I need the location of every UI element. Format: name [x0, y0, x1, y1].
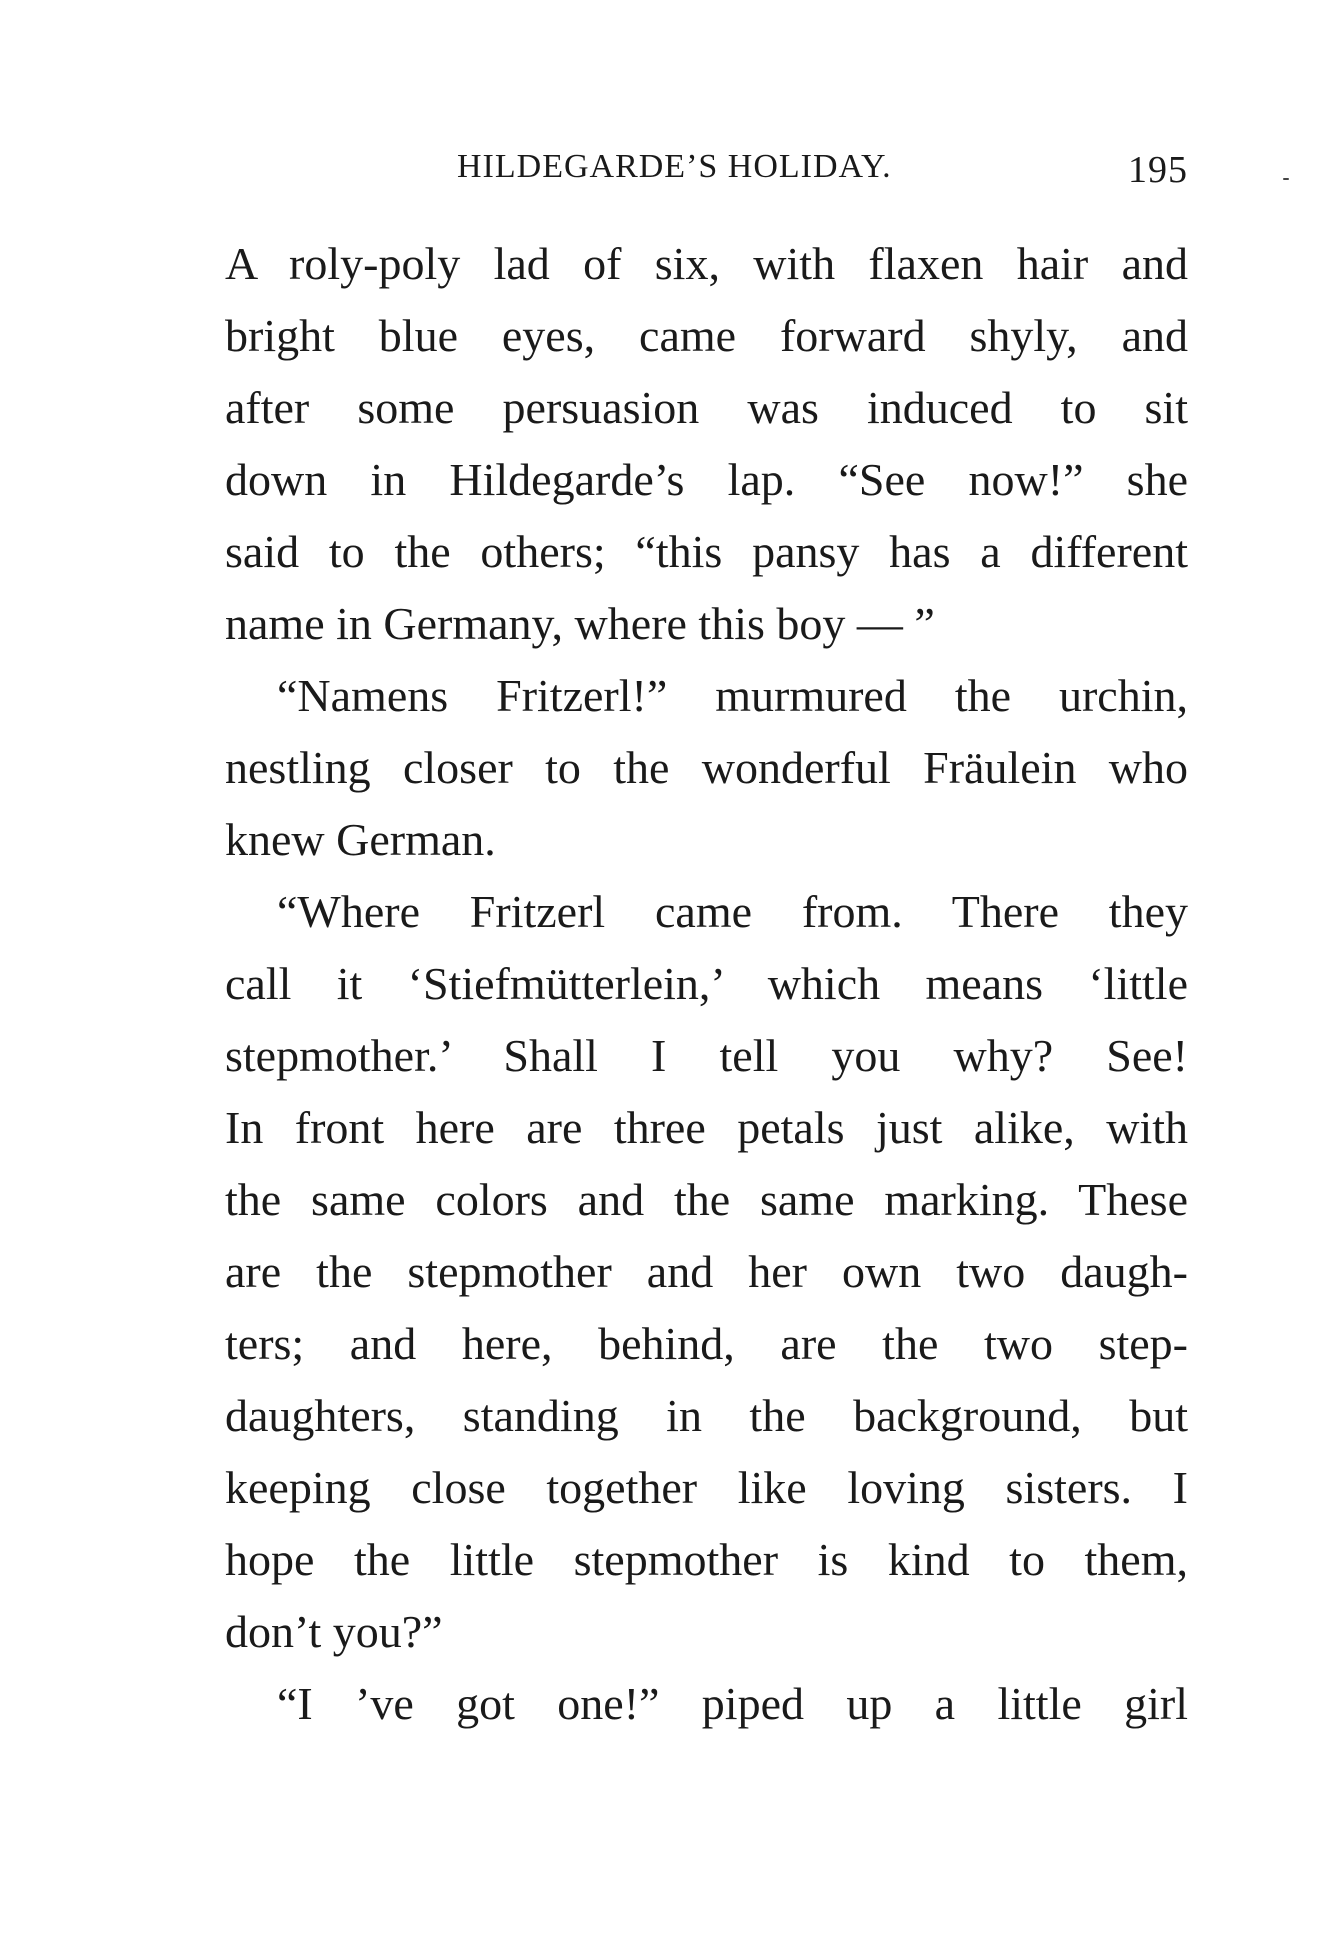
text-line: nestling closer to the wonderful Fräulein who	[225, 742, 1188, 793]
text-line: “I ’ve got one!” piped up a little girl	[277, 1678, 1188, 1729]
text-line: daughters, standing in the background, but	[225, 1390, 1188, 1441]
text-line: said to the others; “this pansy has a different	[225, 526, 1188, 577]
text-line: ters; and here, behind, are the two step-	[225, 1318, 1188, 1369]
text-line: In front here are three petals just alike, with	[225, 1102, 1188, 1153]
running-head	[225, 148, 1188, 191]
body-text	[225, 228, 1188, 1740]
print-speck	[1283, 178, 1289, 180]
text-line: hope the little stepmother is kind to them,	[225, 1534, 1188, 1585]
text-line: are the stepmother and her own two daugh-	[225, 1246, 1188, 1297]
text-line: “Namens Fritzerl!” murmured the urchin,	[277, 670, 1188, 721]
text-line: call it ‘Stiefmütterlein,’ which means ‘little	[225, 958, 1188, 1009]
text-line: after some persuasion was induced to sit	[225, 382, 1188, 433]
text-line: name in Germany, where this boy — ”	[225, 598, 935, 649]
text-line: bright blue eyes, came forward shyly, and	[225, 310, 1188, 361]
text-line: the same colors and the same marking. These	[225, 1174, 1188, 1225]
text-line: “Where Fritzerl came from. There they	[277, 886, 1188, 937]
text-line: A roly-poly lad of six, with flaxen hair and	[225, 238, 1188, 289]
text-line: don’t you?”	[225, 1606, 443, 1657]
text-line: stepmother.’ Shall I tell you why? See!	[225, 1030, 1188, 1081]
text-line: knew German.	[225, 814, 496, 865]
running-title: HILDEGARDE’S HOLIDAY.	[457, 148, 892, 185]
text-line: keeping close together like loving sisters. I	[225, 1462, 1188, 1513]
page-number: 195	[1128, 149, 1188, 191]
text-line: down in Hildegarde’s lap. “See now!” she	[225, 454, 1188, 505]
